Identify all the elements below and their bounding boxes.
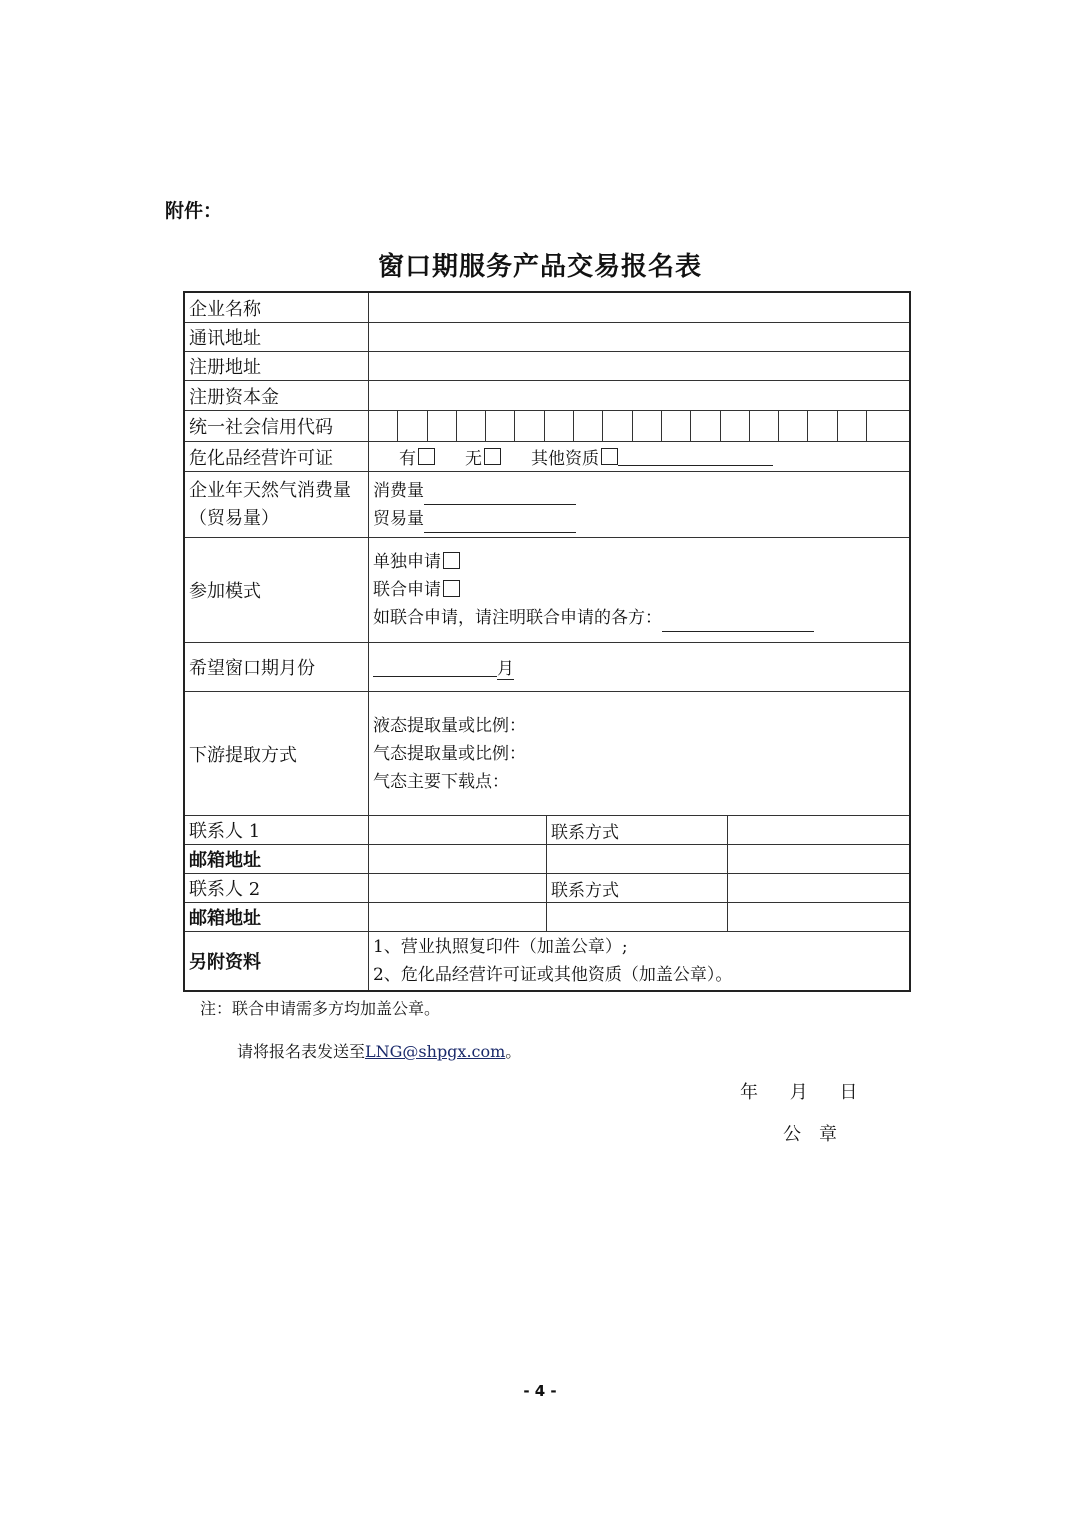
code-cell[interactable] bbox=[867, 411, 896, 441]
code-cell[interactable] bbox=[633, 411, 662, 441]
hazmat-other-field[interactable] bbox=[618, 447, 773, 466]
registration-form-table bbox=[183, 291, 911, 992]
contact1-label: 联系人 1 bbox=[185, 816, 369, 844]
row-company-name bbox=[185, 293, 909, 323]
contact2-label: 联系人 2 bbox=[185, 874, 369, 902]
row-address bbox=[185, 323, 909, 352]
mode-single-line bbox=[373, 548, 460, 576]
hazmat-yes-checkbox[interactable] bbox=[418, 448, 435, 465]
page-number: - 4 - bbox=[523, 1382, 557, 1400]
extraction-gas: 气态提取量或比例： bbox=[373, 743, 526, 764]
code-cell[interactable] bbox=[779, 411, 808, 441]
mode-joint-label: 联合申请 bbox=[373, 580, 441, 600]
email2-field-2[interactable] bbox=[547, 903, 728, 931]
reg-capital-label: 注册资本金 bbox=[185, 381, 369, 410]
mode-label: 参加模式 bbox=[185, 538, 369, 642]
email2-label: 邮箱地址 bbox=[185, 903, 369, 931]
attachment-label: 附件： bbox=[165, 200, 223, 222]
code-cell[interactable] bbox=[662, 411, 691, 441]
code-cell[interactable] bbox=[838, 411, 867, 441]
attachments-label: 另附资料 bbox=[185, 932, 369, 990]
email2-field-3[interactable] bbox=[728, 903, 909, 931]
email1-field[interactable] bbox=[369, 845, 547, 873]
contact2-method-field[interactable] bbox=[728, 874, 909, 902]
gas-volume-label bbox=[185, 472, 369, 537]
attachment-item-2: 2、危化品经营许可证或其他资质（加盖公章）。 bbox=[373, 965, 733, 985]
email1-field-2[interactable] bbox=[547, 845, 728, 873]
row-contact2 bbox=[185, 874, 909, 903]
code-cell[interactable] bbox=[808, 411, 837, 441]
code-cell[interactable] bbox=[721, 411, 750, 441]
row-email1 bbox=[185, 845, 909, 874]
send-suffix: 。 bbox=[505, 1042, 522, 1061]
trade-line bbox=[373, 505, 576, 533]
hazmat-no-checkbox[interactable] bbox=[484, 448, 501, 465]
hazmat-no-label: 无 bbox=[465, 449, 482, 469]
hazmat-other-label: 其他资质 bbox=[531, 449, 599, 469]
code-cell[interactable] bbox=[398, 411, 427, 441]
send-prefix: 请将报名表发送至 bbox=[237, 1042, 366, 1061]
mode-single-label: 单独申请 bbox=[373, 552, 441, 572]
address-field[interactable] bbox=[369, 323, 909, 351]
mode-joint-checkbox[interactable] bbox=[443, 580, 460, 597]
email2-field[interactable] bbox=[369, 903, 547, 931]
row-hazmat bbox=[185, 442, 909, 472]
row-contact1 bbox=[185, 816, 909, 845]
company-name-label: 企业名称 bbox=[185, 293, 369, 322]
trade-field[interactable] bbox=[424, 514, 576, 533]
footnote: 注：联合申请需多方均加盖公章。 bbox=[200, 999, 441, 1018]
contact2-fields bbox=[369, 874, 909, 902]
consumption-field[interactable] bbox=[424, 486, 576, 505]
extraction-label: 下游提取方式 bbox=[185, 692, 369, 815]
hazmat-other-checkbox[interactable] bbox=[601, 448, 618, 465]
contact2-name-field[interactable] bbox=[369, 874, 547, 902]
reg-address-field[interactable] bbox=[369, 352, 909, 380]
code-cell[interactable] bbox=[428, 411, 457, 441]
extraction-fields bbox=[369, 692, 909, 815]
email-link[interactable]: LNG@shpgx.com bbox=[365, 1042, 506, 1061]
date-line: 年 月 日 bbox=[740, 1082, 858, 1103]
row-mode bbox=[185, 538, 909, 643]
email1-label: 邮箱地址 bbox=[185, 845, 369, 873]
gas-volume-fields bbox=[369, 472, 909, 537]
row-attachments bbox=[185, 932, 909, 990]
code-cell[interactable] bbox=[369, 411, 398, 441]
attachments-list bbox=[369, 932, 909, 990]
credit-code-cells bbox=[369, 411, 909, 441]
official-seal-label: 公章 bbox=[783, 1124, 855, 1145]
code-cell[interactable] bbox=[574, 411, 603, 441]
send-instruction bbox=[237, 1039, 521, 1062]
code-cell[interactable] bbox=[691, 411, 720, 441]
attachment-item-1: 1、营业执照复印件（加盖公章）; bbox=[373, 937, 628, 957]
row-gas-volume bbox=[185, 472, 909, 538]
code-cell[interactable] bbox=[545, 411, 574, 441]
mode-joint-note-line bbox=[373, 604, 814, 632]
row-credit-code bbox=[185, 411, 909, 442]
address-label: 通讯地址 bbox=[185, 323, 369, 351]
code-cell[interactable] bbox=[457, 411, 486, 441]
gas-volume-label-line2: （贸易量） bbox=[189, 507, 279, 529]
month-field[interactable] bbox=[373, 658, 497, 677]
contact2-method-label: 联系方式 bbox=[547, 874, 728, 902]
code-cell[interactable] bbox=[603, 411, 632, 441]
code-cell[interactable] bbox=[750, 411, 779, 441]
email2-fields bbox=[369, 903, 909, 931]
trade-label: 贸易量 bbox=[373, 508, 424, 529]
email1-field-3[interactable] bbox=[728, 845, 909, 873]
consumption-label: 消费量 bbox=[373, 480, 424, 501]
joint-parties-field[interactable] bbox=[662, 613, 814, 632]
email1-fields bbox=[369, 845, 909, 873]
contact1-method-label: 联系方式 bbox=[547, 816, 728, 844]
row-extraction bbox=[185, 692, 909, 816]
contact1-method-field[interactable] bbox=[728, 816, 909, 844]
reg-address-label: 注册地址 bbox=[185, 352, 369, 380]
gas-volume-label-line1: 企业年天然气消费量 bbox=[189, 479, 351, 501]
form-title: 窗口期服务产品交易报名表 bbox=[377, 252, 702, 282]
credit-code-label: 统一社会信用代码 bbox=[185, 411, 369, 441]
contact1-fields bbox=[369, 816, 909, 844]
row-reg-capital bbox=[185, 381, 909, 411]
reg-capital-field[interactable] bbox=[369, 381, 909, 410]
row-month bbox=[185, 643, 909, 692]
month-field-wrap bbox=[369, 643, 909, 691]
month-label: 希望窗口期月份 bbox=[185, 643, 369, 691]
contact1-name-field[interactable] bbox=[369, 816, 547, 844]
hazmat-options bbox=[369, 442, 909, 471]
month-unit: 月 bbox=[497, 654, 514, 680]
row-reg-address bbox=[185, 352, 909, 381]
hazmat-label: 危化品经营许可证 bbox=[185, 442, 369, 471]
mode-joint-note: 如联合申请，请注明联合申请的各方： bbox=[373, 608, 662, 628]
consumption-line bbox=[373, 477, 576, 505]
extraction-liquid: 液态提取量或比例： bbox=[373, 715, 526, 736]
code-cell[interactable] bbox=[486, 411, 515, 441]
row-email2 bbox=[185, 903, 909, 932]
mode-single-checkbox[interactable] bbox=[443, 552, 460, 569]
hazmat-yes-label: 有 bbox=[399, 449, 416, 469]
company-name-field[interactable] bbox=[369, 293, 909, 322]
mode-options bbox=[369, 538, 909, 642]
extraction-point: 气态主要下载点： bbox=[373, 771, 509, 792]
mode-joint-line bbox=[373, 576, 460, 604]
code-cell[interactable] bbox=[515, 411, 544, 441]
